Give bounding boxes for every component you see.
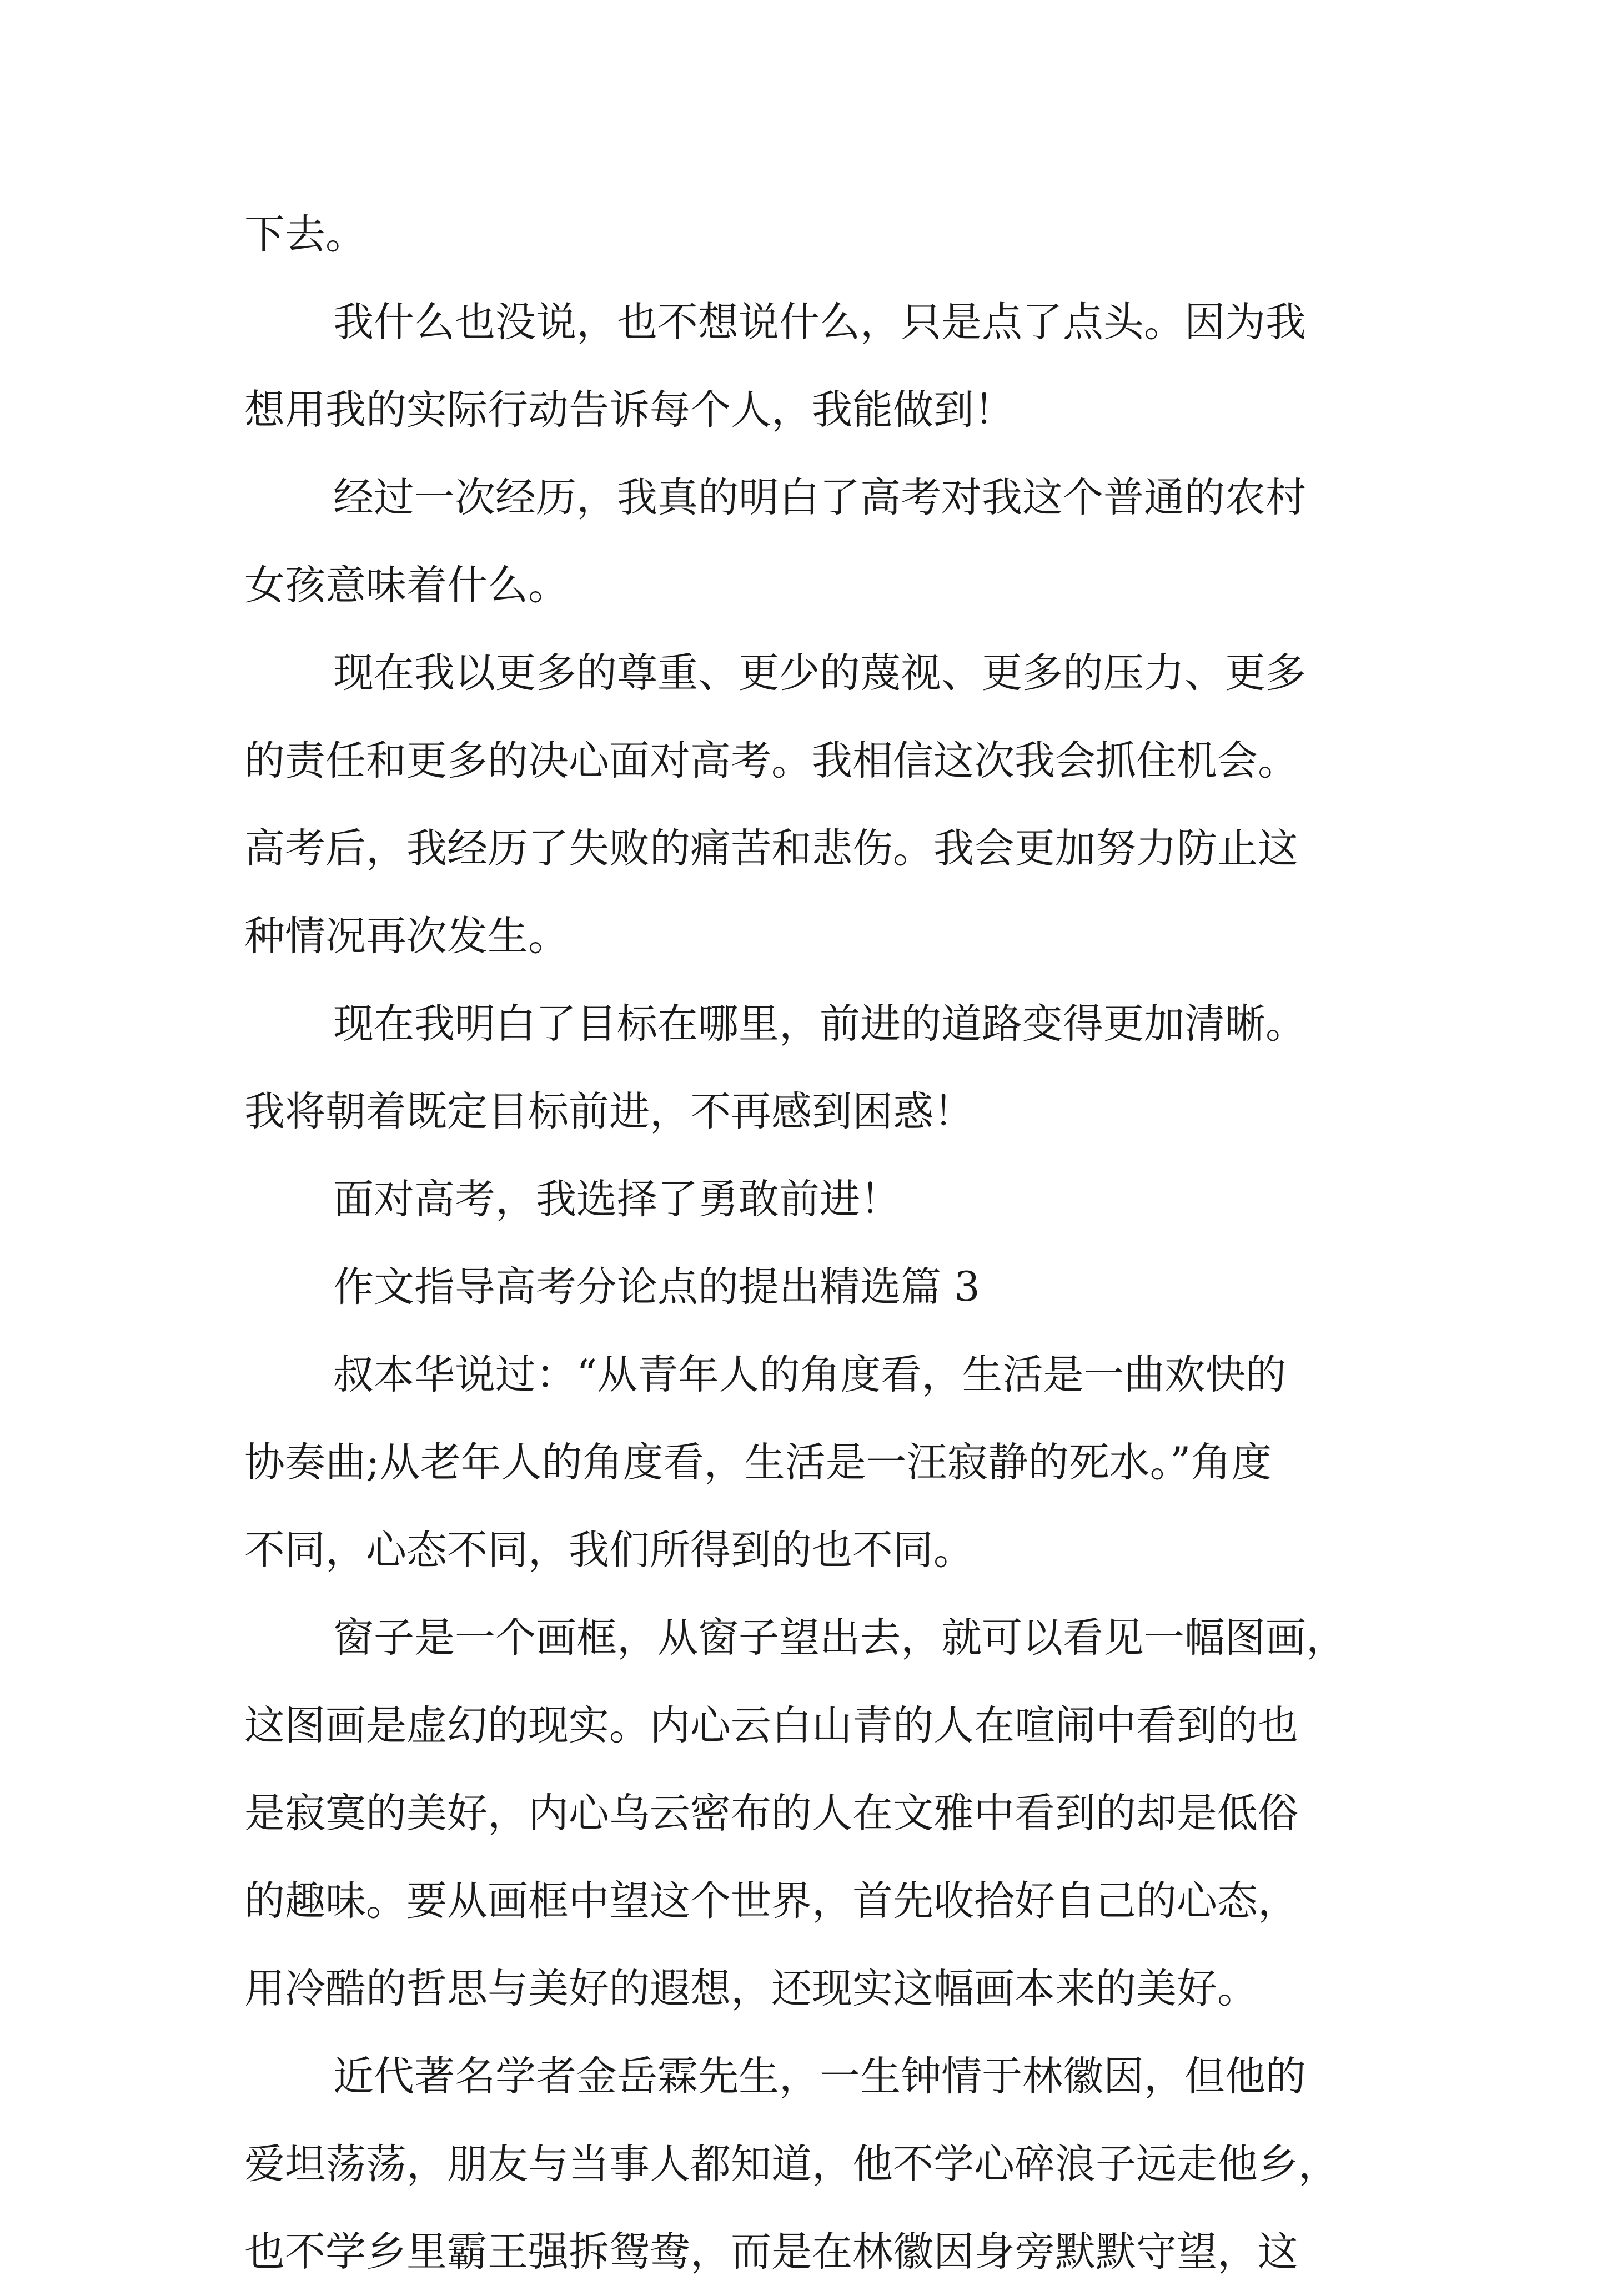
text-line: 现在我明白了目标在哪里，前进的道路变得更加清晰。 (333, 1000, 1306, 1048)
text-line: 的趣味。要从画框中望这个世界，首先收拾好自己的心态， (244, 1877, 1298, 1925)
text-line: 经过一次经历，我真的明白了高考对我这个普通的农村 (333, 474, 1306, 521)
text-line: 爱坦荡荡，朋友与当事人都知道，他不学心碎浪子远走他乡， (244, 2141, 1339, 2188)
text-line: 种情况再次发生。 (244, 913, 569, 960)
text-line: 用冷酷的哲思与美好的遐想，还现实这幅画本来的美好。 (244, 1965, 1258, 2012)
text-line: 面对高考，我选择了勇敢前进！ (333, 1176, 901, 1223)
text-line: 高考后，我经历了失败的痛苦和悲伤。我会更加努力防止这 (244, 825, 1298, 872)
text-line: 是寂寞的美好，内心乌云密布的人在文雅中看到的却是低俗 (244, 1790, 1298, 1837)
text-line: 的责任和更多的决心面对高考。我相信这次我会抓住机会。 (244, 737, 1298, 784)
text-line: 我什么也没说，也不想说什么，只是点了点头。因为我 (333, 299, 1306, 346)
text-line: 也不学乡里霸王强拆鸳鸯，而是在林徽因身旁默默守望，这 (244, 2228, 1298, 2275)
text-line: 协奏曲;从老年人的角度看，生活是一汪寂静的死水。”角度 (244, 1439, 1272, 1486)
text-line: 这图画是虚幻的现实。内心云白山青的人在喧闹中看到的也 (244, 1702, 1298, 1749)
text-line: 下去。 (244, 211, 366, 258)
text-line: 不同，心态不同，我们所得到的也不同。 (244, 1527, 974, 1574)
section-heading: 作文指导高考分论点的提出精选篇 3 (333, 1263, 980, 1311)
text-line: 想用我的实际行动告诉每个人，我能做到！ (244, 386, 1015, 434)
text-line: 现在我以更多的尊重、更少的蔑视、更多的压力、更多 (333, 649, 1306, 697)
text-line: 女孩意味着什么。 (244, 562, 569, 609)
text-line: 叔本华说过：“从青年人的角度看，生活是一曲欢快的 (333, 1351, 1287, 1398)
text-line: 窗子是一个画框，从窗子望出去，就可以看见一幅图画， (333, 1614, 1347, 1661)
document-body (244, 191, 1377, 2296)
text-line: 我将朝着既定目标前进，不再感到困惑！ (244, 1088, 974, 1135)
text-line: 近代著名学者金岳霖先生，一生钟情于林徽因，但他的 (333, 2053, 1306, 2100)
